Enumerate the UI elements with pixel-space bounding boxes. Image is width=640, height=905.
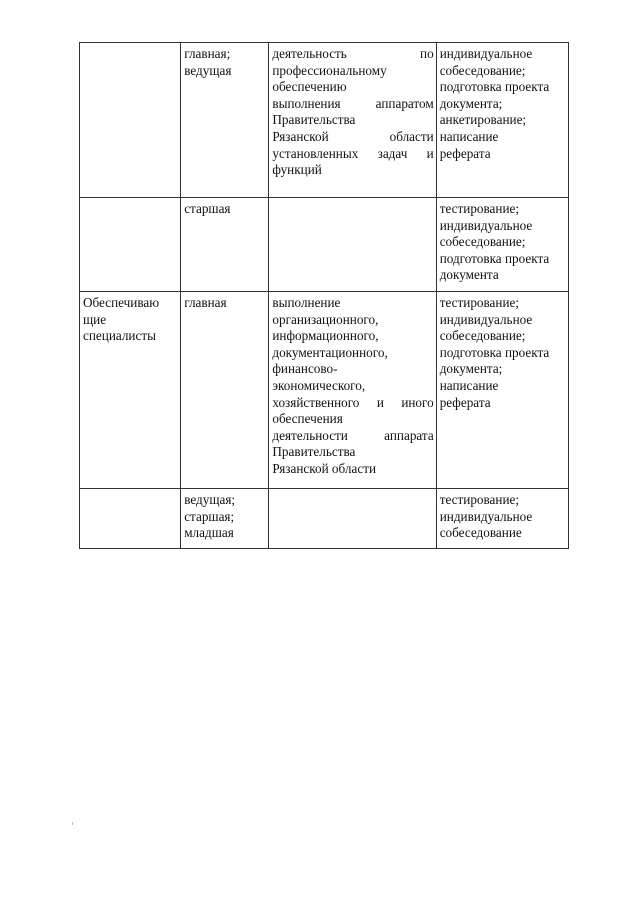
- function-cell: [269, 292, 436, 489]
- method-text: индивидуальное: [439, 46, 533, 61]
- word: аппарата: [384, 427, 434, 443]
- level-text: младшая: [184, 525, 234, 541]
- group-cell: [80, 43, 181, 198]
- function-line: экономического,: [272, 377, 366, 393]
- method-text: собеседование;: [439, 328, 526, 344]
- group-text: специалисты: [83, 328, 156, 344]
- table-row: [80, 43, 569, 198]
- method-text: индивидуальное: [439, 217, 533, 233]
- method-text: индивидуальное: [439, 311, 533, 327]
- qualification-table: [79, 42, 569, 549]
- method-text: написание: [439, 128, 499, 144]
- method-text: тестирование;: [439, 295, 520, 310]
- function-line: [272, 96, 433, 113]
- function-cell: [269, 43, 436, 198]
- function-line: документационного,: [272, 344, 388, 360]
- function-line: профессиональному: [272, 62, 387, 78]
- method-text: собеседование;: [439, 234, 526, 250]
- method-text: индивидуальное: [439, 508, 533, 524]
- function-cell: [269, 489, 436, 549]
- function-line: обеспечения: [272, 411, 343, 427]
- level-text: ведущая;: [184, 492, 236, 507]
- function-line: финансово-: [272, 361, 338, 377]
- function-line: [272, 395, 433, 412]
- level-text: главная;: [184, 46, 231, 61]
- word: иного: [401, 394, 434, 410]
- level-cell: [181, 489, 269, 549]
- methods-cell: [436, 43, 568, 198]
- group-cell: [80, 292, 181, 489]
- word: аппаратом: [375, 95, 434, 111]
- method-text: документа;: [439, 361, 503, 377]
- word: и: [426, 145, 434, 161]
- word: установленных: [272, 145, 359, 161]
- level-text: главная: [184, 295, 227, 310]
- function-line: [272, 129, 433, 146]
- level-text: старшая: [184, 201, 231, 216]
- function-line: информационного,: [272, 328, 379, 344]
- level-cell: [181, 43, 269, 198]
- function-line: Рязанской области: [272, 460, 377, 476]
- function-line: Правительства: [272, 444, 356, 460]
- method-text: написание: [439, 377, 499, 393]
- word: хозяйственного: [272, 394, 360, 410]
- function-line: обеспечению: [272, 79, 347, 95]
- word: по: [420, 46, 434, 61]
- word: Рязанской: [272, 128, 329, 144]
- function-line: [272, 46, 433, 63]
- function-line: [272, 428, 433, 445]
- method-text: реферата: [439, 394, 491, 410]
- word: выполнения: [272, 95, 341, 111]
- group-text: щие: [83, 311, 107, 327]
- method-text: документа;: [439, 95, 503, 111]
- method-text: тестирование;: [439, 201, 520, 216]
- level-text: старшая;: [184, 508, 235, 524]
- method-text: тестирование;: [439, 492, 520, 507]
- method-text: подготовка проекта: [439, 344, 550, 360]
- scan-mark: [72, 822, 73, 825]
- methods-cell: [436, 489, 568, 549]
- group-text: Обеспечиваю: [83, 295, 160, 310]
- function-line: функций: [272, 162, 322, 178]
- method-text: анкетирование;: [439, 112, 527, 128]
- function-cell: [269, 198, 436, 292]
- level-cell: [181, 198, 269, 292]
- method-text: подготовка проекта: [439, 79, 550, 95]
- group-cell: [80, 489, 181, 549]
- table-row: [80, 489, 569, 549]
- function-line: Правительства: [272, 112, 356, 128]
- methods-cell: [436, 292, 568, 489]
- word: области: [389, 128, 434, 144]
- word: деятельность: [272, 46, 347, 61]
- word: и: [376, 394, 384, 410]
- method-text: собеседование: [439, 525, 522, 541]
- table-row: [80, 198, 569, 292]
- method-text: собеседование;: [439, 62, 526, 78]
- method-text: документа: [439, 267, 499, 283]
- word: задач: [377, 145, 408, 161]
- function-line: [272, 146, 433, 163]
- group-cell: [80, 198, 181, 292]
- methods-cell: [436, 198, 568, 292]
- level-cell: [181, 292, 269, 489]
- table-row: [80, 292, 569, 489]
- function-line: выполнение: [272, 295, 341, 310]
- method-text: подготовка проекта: [439, 250, 550, 266]
- function-line: организационного,: [272, 311, 379, 327]
- word: деятельности: [272, 427, 348, 443]
- level-text: ведущая: [184, 62, 232, 78]
- method-text: реферата: [439, 145, 491, 161]
